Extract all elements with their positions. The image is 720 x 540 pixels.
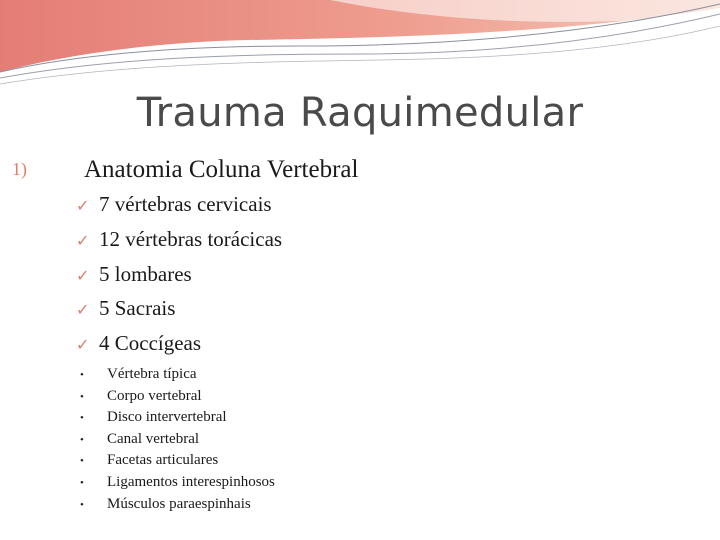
checklist-item [76, 331, 282, 366]
list-item [80, 366, 275, 388]
section-number: 1) [12, 159, 27, 179]
bullet-list [80, 366, 275, 517]
checklist-item [76, 296, 282, 331]
list-item-text: Ligamentos interespinhosos [107, 473, 275, 490]
bullet-icon: • [80, 433, 84, 446]
list-item-text: Facetas articulares [107, 452, 219, 469]
list-item [80, 474, 275, 496]
checkmark-icon: ✓ [76, 230, 90, 250]
list-item-text: Vértebra típica [107, 366, 197, 382]
decorative-banner [0, 0, 720, 90]
checkmark-icon: ✓ [76, 196, 90, 215]
checklist-item [76, 262, 282, 297]
bullet-icon: • [80, 455, 84, 468]
bullet-icon: • [80, 369, 84, 381]
bullet-icon: • [80, 498, 84, 511]
checklist-item [76, 192, 282, 227]
checklist-item-text: 5 Sacrais [99, 296, 176, 321]
checkmark-icon: ✓ [76, 335, 90, 355]
checklist-item [76, 227, 282, 262]
list-item-text: Corpo vertebral [107, 387, 202, 404]
section-heading-text: Anatomia Coluna Vertebral [84, 156, 359, 183]
checkmark-icon: ✓ [76, 265, 90, 285]
list-item-text: Disco intervertebral [107, 409, 227, 426]
checklist-item-text: 4 Coccígeas [99, 331, 202, 356]
list-item [80, 496, 275, 518]
section-heading [12, 156, 358, 184]
checkmark-icon: ✓ [76, 300, 90, 320]
list-item [80, 452, 275, 474]
bullet-icon: • [80, 412, 84, 425]
slide-title: Trauma Raquimedular [136, 90, 584, 136]
list-item-text: Músculos paraespinhais [107, 495, 251, 512]
list-item [80, 409, 275, 431]
checklist-item-text: 7 vértebras cervicais [99, 192, 272, 216]
checklist-item-text: 12 vértebras torácicas [99, 226, 283, 251]
list-item [80, 431, 275, 453]
list-item-text: Canal vertebral [107, 430, 200, 447]
list-item [80, 388, 275, 410]
bullet-icon: • [80, 390, 84, 403]
checklist [76, 192, 282, 366]
checklist-item-text: 5 lombares [99, 261, 192, 286]
bullet-icon: • [80, 476, 84, 489]
